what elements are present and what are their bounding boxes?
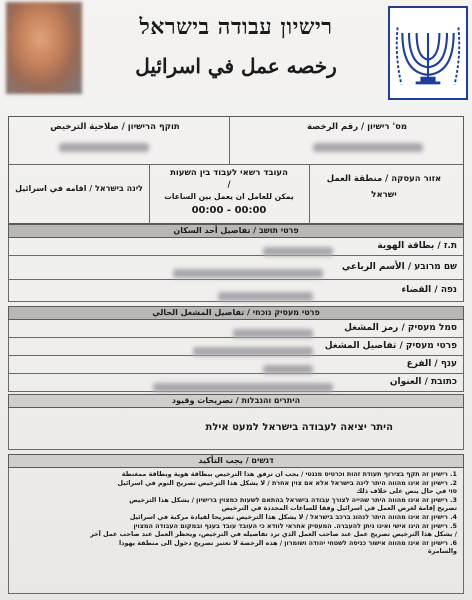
condition-line: 5. רישיון זה הינו אישי ואינו ניתן להעברה. המעסיק אחראי לוודא כי העובד עובד בענף ובמקום העבודה המצוין xyxy=(133,521,457,530)
license-number-value xyxy=(313,137,423,156)
validity-value xyxy=(59,137,149,156)
employer-branch-row xyxy=(8,356,464,374)
employer-details-row xyxy=(8,338,464,356)
license-info-table xyxy=(8,116,464,224)
employment-area-value: ישראל xyxy=(371,190,397,200)
resident-name-label: שם מרובע / الأسم الرباعي xyxy=(341,262,457,272)
title-arabic: رخصه عمل في اسرائيل xyxy=(135,54,337,78)
permits-section-title: היתרים והגבלות / تصريحات وقيود xyxy=(8,394,464,408)
resident-district-row xyxy=(8,280,464,302)
employer-code-row xyxy=(8,320,464,338)
holder-photo xyxy=(6,2,82,94)
employer-section-title: פרטי מעסיק נוכחי / تفاصيل المشغل الحالي xyxy=(8,306,464,320)
condition-line: 6. רישיון זה אינו מהווה אישור כניסה לשטחי יהודה ושומרון / هذه الرخصة لا تعتبر تصريح دخول الى منطقة يهودا xyxy=(118,538,457,547)
condition-line: والسامرة xyxy=(427,547,457,556)
employer-code-label: סמל מעסיק / رمز المشغل xyxy=(344,323,457,333)
license-number-label: מס' רישיון / رقم الرخصة xyxy=(306,122,408,132)
validity-label: תוקף הרישיון / صلاحية الترخيص xyxy=(50,122,180,132)
resident-id-row xyxy=(8,238,464,256)
condition-line: 4. רישיון זה אינו מהווה היתר לנהוג ברכב בישראל / لا يشكل هذا الترخيص تصريحا لقيادة مركبة في اسرائيل xyxy=(129,512,457,521)
work-hours-separator: / xyxy=(227,180,231,190)
permits-row xyxy=(8,408,464,450)
condition-line: تصريح إقامة لغرض العمل في اسرائيل وفقا للساعات المحددة في الترخيص xyxy=(221,504,457,513)
condition-line: 1. רישיון זה תקף בצירוף תעודת זהות וכרטיס מגנטי / يجب ان ترفق هذا الترخيص ببطاقة هوية وبطاقة ممغنطة xyxy=(121,470,457,478)
employment-area-label: אזור העסקה / منطقة العمل xyxy=(326,174,442,184)
condition-line: / يشكل هذا الترخيص تصريح عمل عند صاحب العمل الذي ترد تفاصيله في الترخيص، ويحظر العمل عند صاحب عمل آخر xyxy=(90,530,457,539)
permits-text: היתר יציאה לעבודה בישראל למעט אילת xyxy=(205,422,393,433)
title-hebrew: רישיון עבודה בישראל xyxy=(139,14,333,40)
work-hours-label-ar: يمكن للعامل ان يعمل بين الساعات xyxy=(164,192,294,201)
resident-section-title: פרטי תושב / تفاصيل أحد السكان xyxy=(8,224,464,238)
employer-address-label: כתובת / العنوان xyxy=(389,377,457,387)
resident-district-label: נפה / القضاء xyxy=(401,285,457,295)
resident-name-row xyxy=(8,256,464,280)
work-hours-label-he: העובד רשאי לעבוד בין השעות xyxy=(170,168,288,178)
work-hours-value: 00:00 - 00:00 xyxy=(191,205,267,216)
employer-address-row xyxy=(8,374,464,392)
condition-line: 3. רישיון זה אינו מהווה היתר שהייה לצורך עבודה בישראל בהתאם לשעות כמצוין ברישיון / يشكل هذا الترخيص xyxy=(129,495,457,504)
resident-id-label: ת.ז / بطاقة الهوية xyxy=(377,241,457,251)
employer-branch-label: ענף / الفرع xyxy=(406,359,457,369)
employer-details-label: פרטי מעסיק / تفاصيل المشغل xyxy=(324,341,457,351)
conditions-section-title: דגשים / يجب التأكيد xyxy=(8,454,464,468)
condition-line: 2. רישיון זה אינו מהווה היתר לינה בישראל אלא אם צוין אחרת / لا يشكل هذا الترخيص تصريح النوم في اسرائيل xyxy=(117,478,457,487)
conditions-list xyxy=(8,468,464,594)
resident-district-value xyxy=(218,286,313,305)
condition-line: סוי في حال ينص على خلاف ذلك xyxy=(356,487,457,496)
state-emblem-icon xyxy=(388,6,468,100)
lodging-label: לינה בישראל / اقامه في اسرائيل xyxy=(15,184,143,193)
